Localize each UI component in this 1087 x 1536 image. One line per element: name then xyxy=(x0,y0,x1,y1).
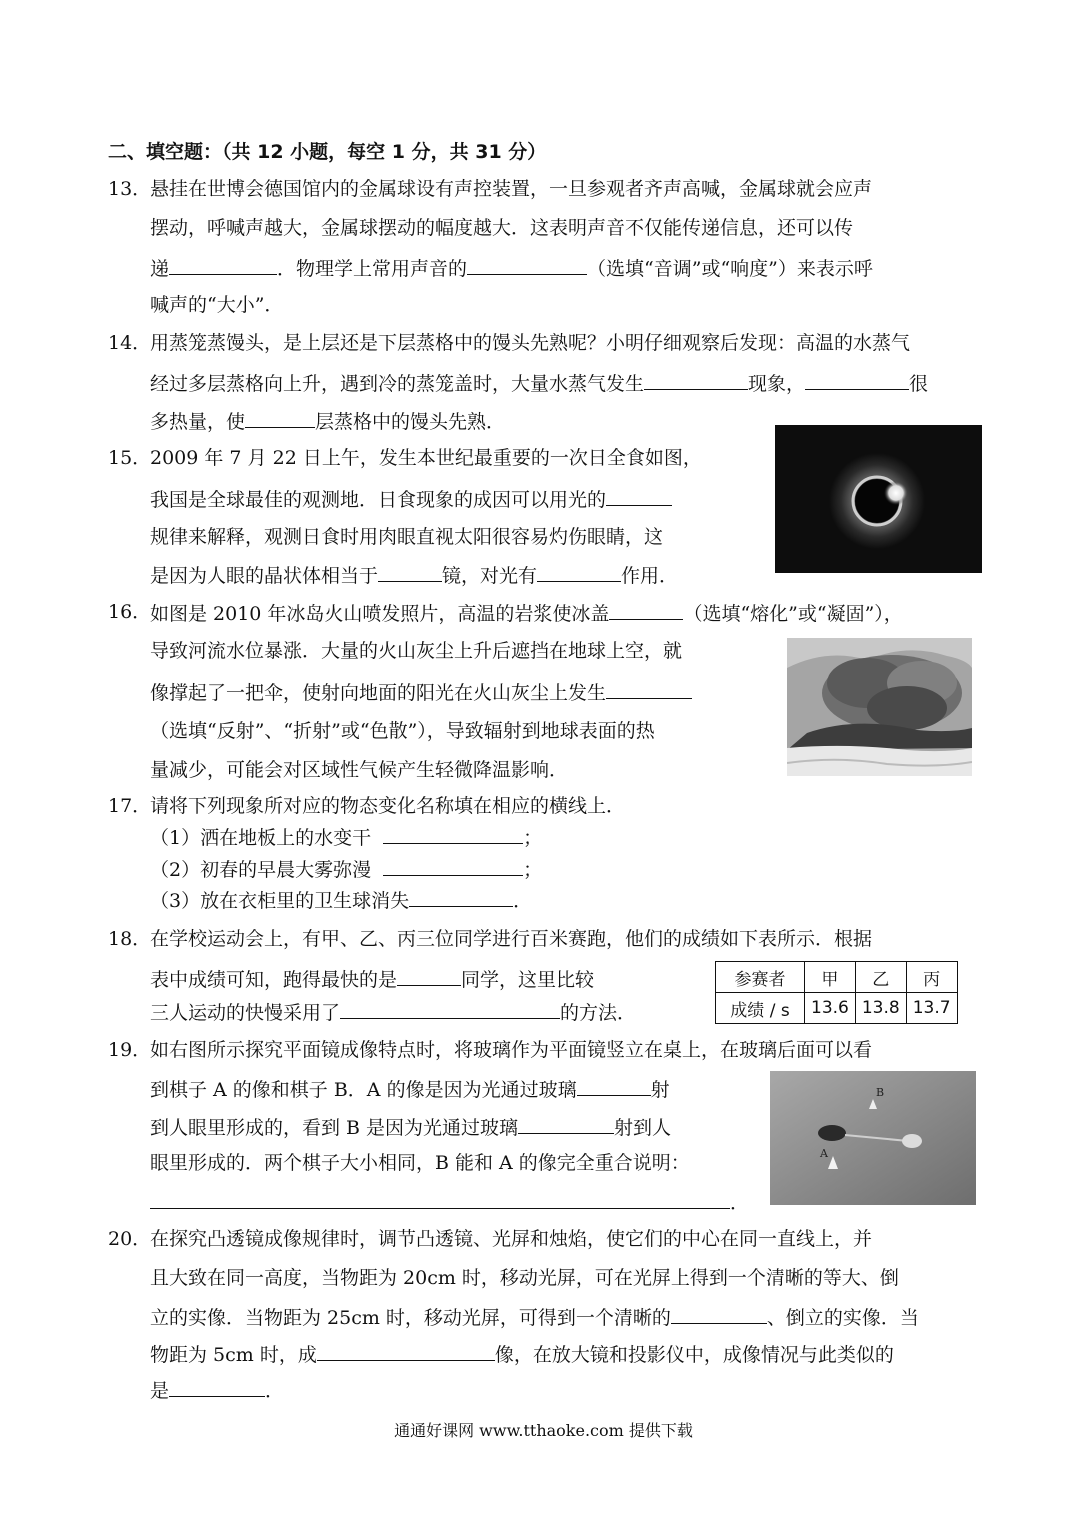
question-16-line-3: 像撑起了一把伞，使射向地面的阳光在火山灰尘上发生 xyxy=(150,678,692,706)
plane-mirror-photo xyxy=(770,1071,976,1205)
question-18-line-1: 在学校运动会上，有甲、乙、丙三位同学进行百米赛跑，他们的成绩如下表所示．根据 xyxy=(150,928,873,950)
question-15-line-3: 规律来解释，观测日食时用肉眼直视太阳很容易灼伤眼睛，这 xyxy=(150,526,664,548)
question-17-number: 17． xyxy=(108,795,152,817)
answer-blank[interactable] xyxy=(609,599,683,620)
answer-blank[interactable] xyxy=(805,369,909,390)
table-cell: 丙 xyxy=(906,962,957,993)
question-15-line-2: 我国是全球最佳的观测地．日食现象的成因可以用光的 xyxy=(150,485,672,513)
question-14-line-3: 多热量，使 层蒸格中的馒头先熟． xyxy=(150,407,505,435)
question-13-line-2: 摆动，呼喊声越大，金属球摆动的幅度越大．这表明声音不仅能传递信息，还可以传 xyxy=(150,217,854,239)
question-15-line-1: 2009 年 7 月 22 日上午，发生本世纪最重要的一次日全食如图， xyxy=(150,447,702,469)
question-15-line-4: 是因为人眼的晶状体相当于 镜，对光有 作用． xyxy=(150,561,678,589)
question-17-item-3: （3）放在衣柜里的卫生球消失 ． xyxy=(150,886,532,914)
piece-a-label: A xyxy=(820,1147,828,1160)
table-cell: 成绩 / s xyxy=(716,993,805,1024)
question-16-number: 16． xyxy=(108,601,152,623)
question-15-number: 15． xyxy=(108,447,152,469)
answer-blank[interactable] xyxy=(378,561,442,582)
question-13-line-3: 递 ．物理学上常用声音的 （选填“音调”或“响度”）来表示呼 xyxy=(150,254,873,282)
question-13-number: 13． xyxy=(108,178,152,200)
table-cell: 13.6 xyxy=(805,993,856,1024)
answer-blank[interactable] xyxy=(150,1188,730,1209)
question-16-line-1: 如图是 2010 年冰岛火山喷发照片，高温的岩浆使冰盖 （选填“熔化”或“凝固”）， xyxy=(150,599,903,627)
question-18-line-3: 三人运动的快慢采用了 的方法． xyxy=(150,998,636,1026)
question-16-line-4: （选填“反射”、“折射”或“色散”），导致辐射到地球表面的热 xyxy=(150,720,655,742)
question-19-number: 19． xyxy=(108,1039,152,1061)
question-14-number: 14． xyxy=(108,332,152,354)
question-20-line-1: 在探究凸透镜成像规律时，调节凸透镜、光屏和烛焰，使它们的中心在同一直线上，并 xyxy=(150,1228,873,1250)
question-17-item-1: （1）洒在地板上的水变干 ； xyxy=(150,823,542,851)
answer-blank[interactable] xyxy=(606,678,692,699)
question-14-line-2: 经过多层蒸格向上升，遇到冷的蒸笼盖时，大量水蒸气发生 现象， 很 xyxy=(150,369,928,397)
solar-eclipse-photo xyxy=(775,425,982,573)
answer-blank[interactable] xyxy=(169,1376,265,1397)
question-18-number: 18． xyxy=(108,928,152,950)
answer-blank[interactable] xyxy=(606,485,672,506)
question-19-line-4: 眼里形成的．两个棋子大小相同，B 能和 A 的像完全重合说明： xyxy=(150,1152,690,1174)
answer-blank[interactable] xyxy=(518,1113,614,1134)
table-cell: 甲 xyxy=(805,962,856,993)
answer-blank[interactable] xyxy=(537,561,621,582)
question-19-line-1: 如右图所示探究平面镜成像特点时，将玻璃作为平面镜竖立在桌上，在玻璃后面可以看 xyxy=(150,1039,873,1061)
table-cell: 13.7 xyxy=(906,993,957,1024)
answer-blank[interactable] xyxy=(383,823,523,844)
answer-blank[interactable] xyxy=(409,886,513,907)
table-header-row xyxy=(716,962,958,993)
answer-blank[interactable] xyxy=(317,1340,495,1361)
answer-blank[interactable] xyxy=(397,965,461,986)
question-20-line-3: 立的实像．当物距为 25cm 时，移动光屏，可得到一个清晰的 、倒立的实像．当 xyxy=(150,1303,919,1331)
table-cell: 13.8 xyxy=(855,993,906,1024)
answer-blank[interactable] xyxy=(340,998,560,1019)
answer-blank[interactable] xyxy=(383,855,523,876)
table-cell: 参赛者 xyxy=(716,962,805,993)
question-16-line-2: 导致河流水位暴涨．大量的火山灰尘上升后遮挡在地球上空，就 xyxy=(150,640,683,662)
question-13-line-1: 悬挂在世博会德国馆内的金属球设有声控装置，一旦参观者齐声高喊，金属球就会应声 xyxy=(150,178,873,200)
question-20-number: 20． xyxy=(108,1228,152,1250)
question-20-line-4: 物距为 5cm 时，成 像，在放大镜和投影仪中，成像情况与此类似的 xyxy=(150,1340,894,1368)
answer-blank[interactable] xyxy=(577,1075,651,1096)
question-20-line-2: 且大致在同一高度，当物距为 20cm 时，移动光屏，可在光屏上得到一个清晰的等大、倒 xyxy=(150,1267,899,1289)
answer-blank[interactable] xyxy=(644,369,748,390)
question-17-line-1: 请将下列现象所对应的物态变化名称填在相应的横线上． xyxy=(150,795,626,817)
question-17-item-2: （2）初春的早晨大雾弥漫 ； xyxy=(150,855,542,883)
question-19-line-3: 到人眼里形成的，看到 B 是因为光通过玻璃 射到人 xyxy=(150,1113,671,1141)
question-13-line-4: 喊声的“大小”． xyxy=(150,294,284,316)
question-20-line-5: 是 ． xyxy=(150,1376,284,1404)
answer-blank[interactable] xyxy=(671,1303,767,1324)
answer-blank[interactable] xyxy=(245,407,315,428)
question-14-line-1: 用蒸笼蒸馒头，是上层还是下层蒸格中的馒头先熟呢？小明仔细观察后发现：高温的水蒸气 xyxy=(150,332,911,354)
table-row xyxy=(716,993,958,1024)
volcano-eruption-photo xyxy=(787,638,972,776)
question-18-line-2: 表中成绩可知，跑得最快的是 同学，这里比较 xyxy=(150,965,594,993)
answer-blank[interactable] xyxy=(169,254,277,275)
question-19-line-5: ． xyxy=(150,1188,749,1216)
question-19-line-2: 到棋子 A 的像和棋子 B．A 的像是因为光通过玻璃 射 xyxy=(150,1075,670,1103)
section-title: 二、填空题：（共 12 小题，每空 1 分，共 31 分） xyxy=(108,141,547,163)
page-footer: 通通好课网 www.tthaoke.com 提供下载 xyxy=(394,1421,693,1440)
race-results-table xyxy=(715,961,958,1024)
answer-blank[interactable] xyxy=(467,254,587,275)
question-16-line-5: 量减少，可能会对区域性气候产生轻微降温影响． xyxy=(150,759,569,781)
piece-b-label: B xyxy=(876,1086,885,1099)
table-cell: 乙 xyxy=(855,962,906,993)
